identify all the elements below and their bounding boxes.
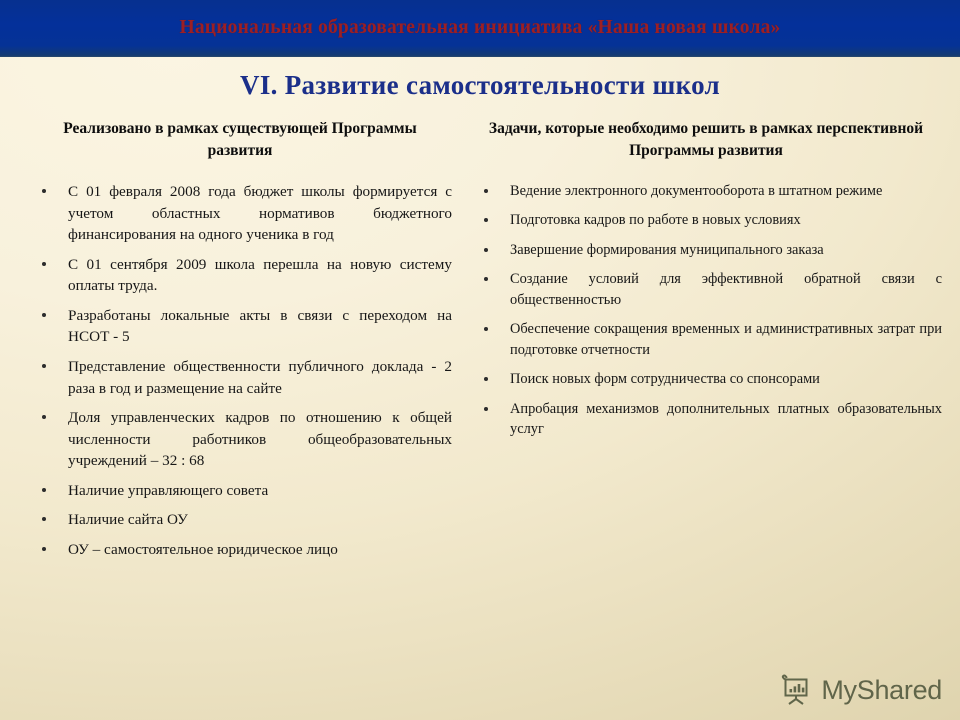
list-item: Наличие сайта ОУ — [28, 509, 452, 531]
left-column-heading: Реализовано в рамках существующей Программы развития — [63, 120, 417, 160]
list-item: Разработаны локальные акты в связи с переходом на НСОТ - 5 — [28, 305, 452, 348]
banner-title: Национальная образовательная инициатива «Наша новая школа» — [179, 16, 781, 38]
content-columns — [0, 118, 960, 569]
myshared-watermark — [779, 674, 942, 706]
list-item: Представление общественности публичного доклада - 2 раза в год и размещение на сайте — [28, 356, 452, 399]
list-item: С 01 февраля 2008 года бюджет школы формируется с учетом областных нормативов бюджетного финансирования на одного ученика в год — [28, 181, 452, 246]
list-item: ОУ – самостоятельное юридическое лицо — [28, 539, 452, 561]
presentation-board-icon — [779, 674, 813, 706]
right-column — [462, 118, 960, 448]
list-item: С 01 сентября 2009 школа перешла на новую систему оплаты труда. — [28, 254, 452, 297]
left-column — [0, 118, 462, 569]
list-item: Доля управленческих кадров по отношению к общей численности работников общеобразовательных учреждений – 32 : 68 — [28, 407, 452, 472]
top-banner — [0, 0, 960, 57]
watermark-label: MyShared — [821, 674, 942, 705]
right-column-bullet-list — [470, 181, 942, 440]
list-item: Завершение формирования муниципального заказа — [470, 240, 942, 260]
left-column-bullet-list — [28, 181, 452, 561]
list-item: Поиск новых форм сотрудничества со спонсорами — [470, 369, 942, 389]
list-item: Ведение электронного документооборота в штатном режиме — [470, 181, 942, 201]
list-item: Апробация механизмов дополнительных платных образовательных услуг — [470, 399, 942, 440]
list-item: Обеспечение сокращения временных и административных затрат при подготовке отчетности — [470, 319, 942, 360]
right-column-heading: Задачи, которые необходимо решить в рамках перспективной Программы развития — [488, 120, 924, 160]
list-item: Подготовка кадров по работе в новых условиях — [470, 210, 942, 230]
list-item: Наличие управляющего совета — [28, 480, 452, 502]
page-title: VI. Развитие самостоятельности школ — [240, 70, 720, 100]
list-item: Создание условий для эффективной обратной связи с общественностью — [470, 269, 942, 310]
